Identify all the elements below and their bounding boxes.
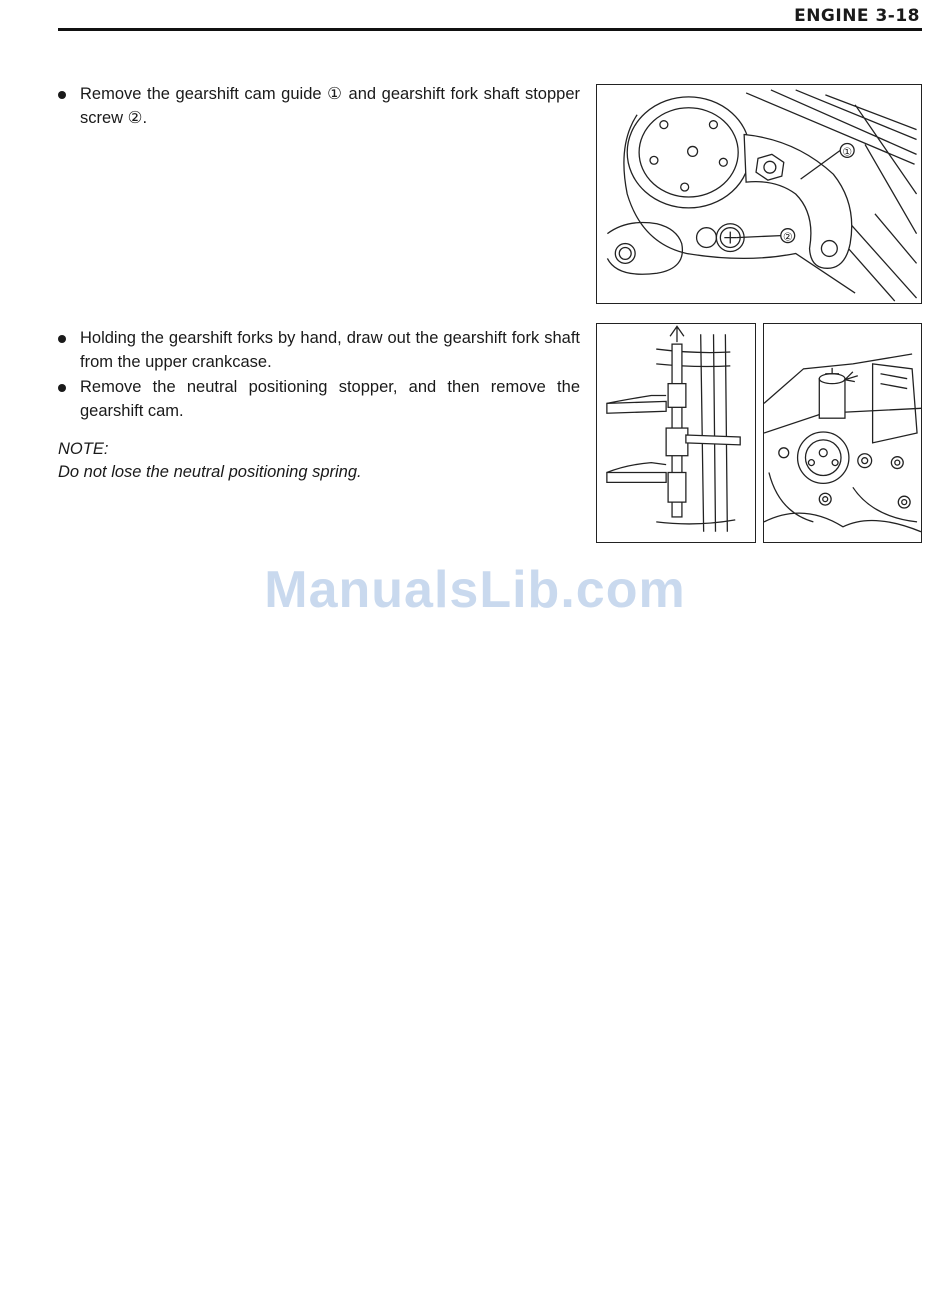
step-draw-out-fork-shaft — [58, 326, 580, 374]
step-text: Remove the neutral positioning stopper, and then remove the gearshift cam. — [80, 378, 580, 420]
figure-fork-shaft — [596, 323, 756, 543]
page-header-title: ENGINE 3-18 — [794, 6, 920, 26]
step-text: Holding the gearshift forks by hand, draw out the gearshift fork shaft from the upper crankcase. — [80, 329, 580, 371]
neutral-stopper-illustration — [764, 324, 921, 542]
step-remove-stopper — [58, 375, 580, 423]
note-text: Do not lose the neutral positioning spring. — [58, 463, 362, 481]
header-rule — [58, 28, 922, 31]
figure-neutral-stopper — [763, 323, 922, 543]
fork-shaft-illustration — [597, 324, 755, 542]
note-label: NOTE: — [58, 440, 109, 458]
bullet-icon — [58, 384, 66, 392]
figure-cam-guide — [596, 84, 922, 304]
callout-2: ② — [782, 230, 793, 244]
bullet-icon — [58, 335, 66, 343]
callout-1: ① — [842, 145, 853, 159]
bullet-icon — [58, 91, 66, 99]
cam-guide-illustration — [597, 85, 921, 303]
watermark: ManualsLib.com — [264, 561, 686, 619]
step-text: Remove the gearshift cam guide ① and gearshift fork shaft stopper screw ②. — [80, 85, 580, 127]
step-remove-cam-guide — [58, 82, 580, 130]
